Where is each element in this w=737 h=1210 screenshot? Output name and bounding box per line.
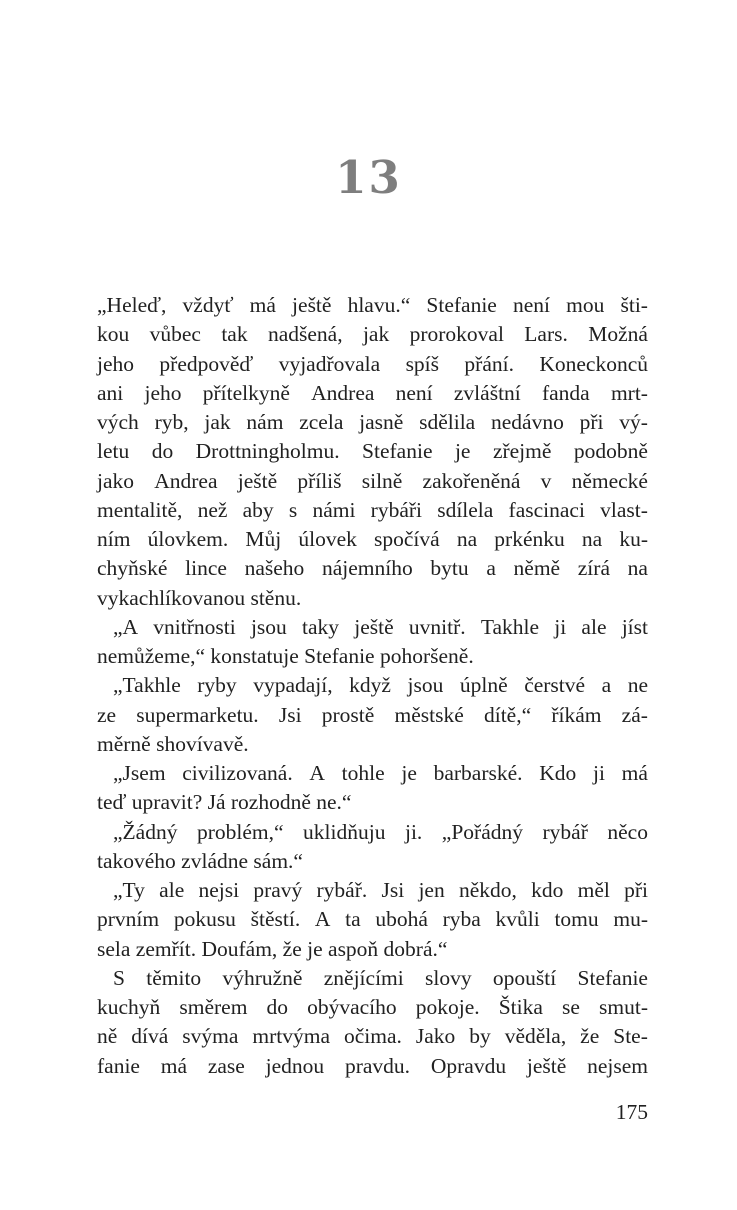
text-line — [97, 525, 648, 554]
word: podobně — [573, 439, 648, 464]
word: přítelkyně — [202, 380, 290, 405]
word: A — [309, 761, 325, 785]
word: má — [249, 293, 276, 317]
text-line — [97, 671, 648, 700]
text-line — [97, 350, 648, 379]
word: ku- — [619, 527, 648, 551]
word: štěstí. — [250, 907, 301, 932]
word: vlast- — [600, 497, 648, 522]
text-line — [97, 905, 648, 934]
word: ním — [97, 527, 131, 551]
word: prkénku — [494, 527, 565, 551]
word: ta — [345, 907, 361, 932]
word: opouští — [492, 965, 557, 990]
text-line — [97, 291, 648, 320]
word: ji — [554, 614, 567, 639]
word: „Pořádný — [441, 819, 523, 844]
text-line: takového zvládne sám.“ — [97, 848, 303, 873]
word: Jako — [415, 1024, 456, 1049]
word: jak — [362, 322, 390, 347]
word: je — [401, 761, 417, 785]
word: ubohá — [375, 907, 428, 932]
word: ryba — [442, 907, 481, 932]
word: svýma — [182, 1024, 239, 1049]
word: je — [454, 439, 471, 464]
word: slovy — [425, 965, 472, 990]
word: ještě — [237, 468, 278, 493]
word: ryby — [197, 673, 237, 698]
text-line — [97, 759, 648, 788]
word: Opravdu — [430, 1053, 507, 1078]
word: ještě — [526, 1053, 567, 1078]
paragraph — [97, 759, 648, 818]
word: ji. — [404, 819, 423, 844]
word: mu- — [613, 907, 648, 932]
text-line — [97, 964, 648, 993]
word: říkám — [551, 702, 602, 727]
word: taky — [302, 614, 340, 639]
word: rybář — [542, 819, 588, 844]
word: zá- — [621, 702, 648, 727]
word: „Žádný — [113, 819, 178, 844]
word: pokusu — [173, 907, 236, 932]
word: civilizovaná. — [182, 761, 293, 785]
text-line — [97, 320, 648, 349]
page-body — [97, 291, 648, 1081]
word: očima. — [343, 1024, 402, 1049]
word: problém,“ — [196, 819, 284, 844]
word: Andrea — [154, 468, 218, 493]
chapter-number: 13 — [335, 151, 402, 204]
word: předpověď — [159, 351, 254, 376]
word: v — [540, 468, 552, 493]
word: našeho — [244, 556, 305, 581]
word: kvůli — [495, 907, 540, 932]
word: Možná — [588, 322, 648, 347]
word: „Ty — [113, 878, 145, 902]
word: ale — [159, 878, 185, 902]
word: ještě — [292, 293, 332, 317]
word: „Takhle — [113, 673, 181, 698]
word: barbarské. — [433, 761, 523, 785]
word: úlovek — [298, 527, 357, 551]
word: kdo — [531, 878, 564, 902]
word: hlavu.“ — [347, 293, 411, 317]
text-line — [97, 408, 648, 437]
word: A — [314, 907, 331, 932]
word: Můj — [245, 527, 282, 551]
text-line — [97, 554, 648, 583]
word: vyjadřovala — [278, 351, 381, 376]
word: mrtvýma — [252, 1024, 330, 1049]
word: když — [349, 673, 391, 698]
text-line — [97, 1022, 648, 1051]
word: tomu — [554, 907, 599, 932]
paragraph — [97, 964, 648, 1081]
word: má — [621, 761, 648, 785]
word: fanie — [97, 1053, 140, 1078]
word: jak — [204, 410, 231, 434]
word: jasně — [359, 410, 404, 434]
word: Ste- — [613, 1024, 648, 1049]
word: někdo, — [458, 878, 517, 902]
text-line: teď upravit? Já rozhodně ne.“ — [97, 790, 352, 815]
word: do — [266, 995, 289, 1019]
word: zvláštní — [453, 380, 521, 405]
word: šti- — [620, 293, 648, 317]
word: tohle — [341, 761, 385, 785]
word: s — [288, 497, 298, 522]
word: čerstvé — [524, 673, 586, 698]
word: supermarketu. — [136, 702, 259, 727]
word: prvním — [97, 907, 160, 932]
word: ne — [627, 673, 648, 698]
word: ryb, — [154, 410, 189, 434]
word: sdělila — [419, 410, 476, 434]
word: výhružně — [222, 965, 303, 990]
word: těmito — [146, 965, 202, 990]
word: Jsi — [381, 878, 405, 902]
word: jednou — [265, 1053, 325, 1078]
paragraph — [97, 818, 648, 877]
word: rybáři — [370, 497, 422, 522]
text-line — [97, 496, 648, 525]
word: zírá — [577, 556, 610, 581]
page-number: 175 — [615, 1100, 648, 1124]
word: Stefanie — [362, 439, 433, 464]
word: lince — [185, 556, 227, 581]
word: Štika — [498, 995, 543, 1019]
text-line — [97, 1052, 648, 1081]
word: nedávno — [490, 410, 564, 434]
word: při — [579, 410, 604, 434]
word: mentalitě, — [97, 497, 183, 522]
word: a — [601, 673, 612, 698]
word: než — [197, 497, 228, 522]
word: příliš — [297, 468, 342, 493]
word: kuchyň — [97, 995, 161, 1019]
word: Drottningholmu. — [195, 439, 340, 464]
word: přání. — [464, 351, 514, 376]
word: se — [562, 995, 580, 1019]
word: zřejmě — [492, 439, 552, 464]
word: silně — [361, 468, 403, 493]
paragraph — [97, 613, 648, 672]
word: na — [581, 527, 603, 551]
word: nejsem — [587, 1053, 648, 1078]
word: mrt- — [610, 380, 648, 405]
word: úplně — [459, 673, 508, 698]
word: německé — [571, 468, 648, 493]
word: městské — [394, 702, 464, 727]
word: uklidňuju — [303, 819, 386, 844]
text-line: sela zemřít. Doufám, že je aspoň dobrá.“ — [97, 936, 448, 961]
word: jeho — [144, 380, 182, 405]
word: uvnitř. — [408, 614, 466, 639]
word: dívá — [131, 1024, 169, 1049]
word: že — [580, 1024, 600, 1049]
word: spočívá — [374, 527, 440, 551]
text-line: vykachlíkovanou stěnu. — [97, 585, 302, 610]
word: a — [486, 556, 496, 581]
word: rybář. — [316, 878, 368, 902]
word: znějícími — [323, 965, 404, 990]
word: prostě — [321, 702, 375, 727]
word: sdílela — [437, 497, 494, 522]
word: S — [113, 965, 125, 990]
word: „Heleď, — [97, 293, 167, 317]
word: jíst — [621, 614, 648, 639]
word: aby — [242, 497, 274, 522]
word: „A — [113, 614, 139, 639]
word: letu — [97, 439, 130, 464]
word: „Jsem — [113, 761, 166, 785]
word: mou — [566, 293, 605, 317]
word: Kdo — [539, 761, 577, 785]
word: jsou — [407, 673, 444, 698]
word: fanda — [541, 380, 590, 405]
word: Andrea — [311, 380, 375, 405]
word: jako — [97, 468, 135, 493]
word: Stefanie — [426, 293, 497, 317]
word: ji — [592, 761, 605, 785]
word: na — [456, 527, 478, 551]
word: má — [160, 1053, 188, 1078]
word: obývacího — [307, 995, 397, 1019]
word: chyňské — [97, 556, 168, 581]
word: směrem — [179, 995, 248, 1019]
word: Koneckonců — [539, 351, 648, 376]
word: nám — [246, 410, 284, 434]
word: pravdu. — [344, 1053, 411, 1078]
word: na — [627, 556, 648, 581]
word: jsou — [250, 614, 287, 639]
word: není — [395, 380, 433, 405]
text-line: nemůžeme,“ konstatuje Stefanie pohoršeně. — [97, 644, 474, 668]
word: ze — [97, 702, 117, 727]
word: vý- — [619, 410, 648, 434]
word: bytu — [430, 556, 469, 581]
text-line — [97, 437, 648, 466]
word: námi — [312, 497, 356, 522]
word: fascinaci — [508, 497, 585, 522]
word: pravý — [253, 878, 303, 902]
word: prorokoval — [409, 322, 504, 347]
word: nadšená, — [267, 322, 343, 347]
word: Lars. — [524, 322, 568, 347]
word: pokoje. — [415, 995, 480, 1019]
word: by — [469, 1024, 491, 1049]
word: vých — [97, 410, 139, 434]
word: do — [151, 439, 174, 464]
word: není — [512, 293, 550, 317]
word: ještě — [354, 614, 394, 639]
word: dítě,“ — [483, 702, 532, 727]
paragraph — [97, 876, 648, 964]
paragraph — [97, 291, 648, 613]
text-line: měrně shovívavě. — [97, 731, 249, 756]
text-line — [97, 876, 648, 905]
word: zase — [207, 1053, 245, 1078]
word: Takhle — [480, 614, 540, 639]
word: spíš — [405, 351, 440, 376]
text-line — [97, 993, 648, 1022]
word: ani — [97, 380, 124, 405]
word: měl — [577, 878, 610, 902]
word: vnitřnosti — [153, 614, 236, 639]
word: úlovkem. — [147, 527, 229, 551]
text-line — [97, 467, 648, 496]
word: zakořeněná — [422, 468, 521, 493]
word: Stefanie — [577, 965, 648, 990]
word: něco — [607, 819, 648, 844]
word: jeho — [97, 351, 135, 376]
text-line — [97, 613, 648, 642]
text-line — [97, 379, 648, 408]
word: jen — [418, 878, 445, 902]
text-line — [97, 818, 648, 847]
word: při — [624, 878, 648, 902]
word: vždyť — [182, 293, 234, 317]
word: vypadají, — [253, 673, 333, 698]
word: věděla, — [504, 1024, 567, 1049]
word: němě — [513, 556, 561, 581]
word: vůbec — [149, 322, 201, 347]
word: kou — [97, 322, 130, 347]
word: nejsi — [198, 878, 240, 902]
word: Jsi — [278, 702, 302, 727]
word: ně — [97, 1024, 118, 1049]
word: smut- — [599, 995, 648, 1019]
word: tak — [221, 322, 248, 347]
paragraph — [97, 671, 648, 759]
word: nájemního — [321, 556, 413, 581]
word: zcela — [299, 410, 344, 434]
word: ale — [581, 614, 607, 639]
text-line — [97, 701, 648, 730]
